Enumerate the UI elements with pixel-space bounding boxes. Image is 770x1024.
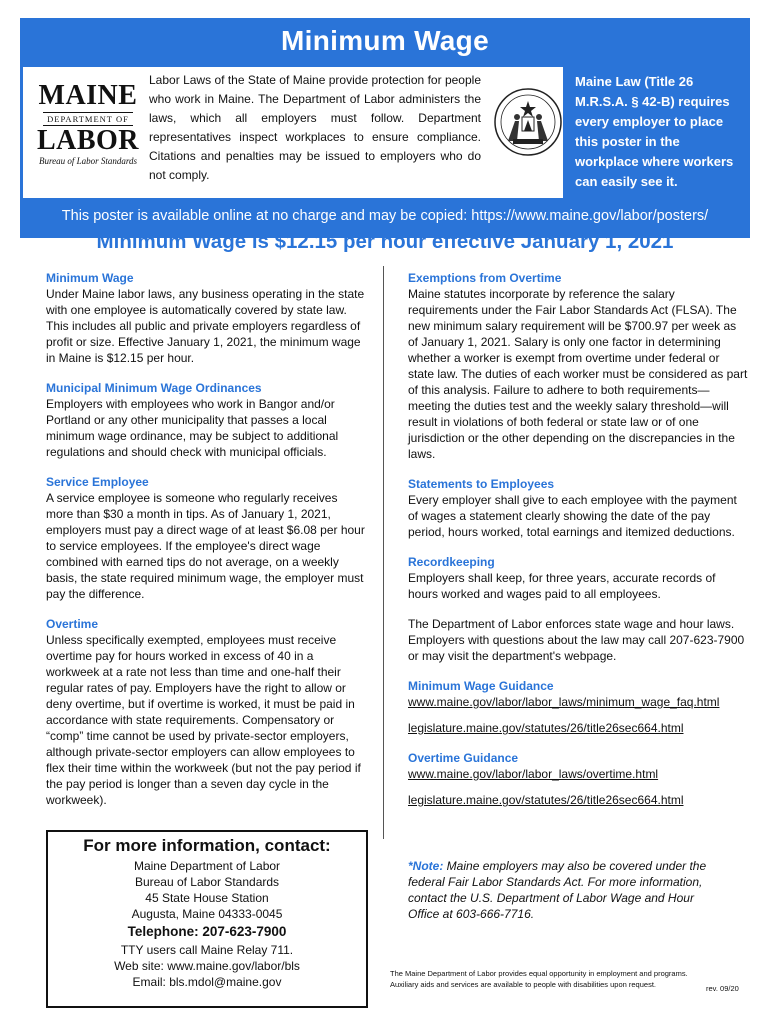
section-service-employee xyxy=(46,474,368,602)
section-text: A service employee is someone who regularly receives more than $30 a month in tips. As of January 1, 2021, employers must pay a direct wage of at least $6.08 per hour to service employees. If the employee's direct wage combined with earned tips do not average, on a weekly basis, the state required minimum wage, the employer must pay the difference. xyxy=(46,491,365,601)
section-text: Under Maine labor laws, any business operating in the state with one employee is automatically covered by state law. This includes all public and private employers regardless of profit or size. Effective January 1, 2021, the minimum wage in Maine is $12.15 per hour. xyxy=(46,287,365,365)
page-title: Minimum Wage xyxy=(281,25,489,56)
contact-line: 45 State House Station xyxy=(145,891,269,905)
logo-line-1: MAINE xyxy=(38,80,138,111)
section-heading: Municipal Minimum Wage Ordinances xyxy=(46,381,262,395)
overtime-guidance-heading: Overtime Guidance xyxy=(408,751,519,765)
section-recordkeeping xyxy=(408,554,748,602)
section-text: Maine statutes incorporate by reference the salary requirements under the Fair Labor Standards Act (FLSA). The new minimum salary requirement will be $700.97 per week as of January 1, 2021. Salary is only one factor in determining whether a worker is exempt from overtime under federal or state law. The duties of each worker must be considered as part of this analysis. Failure to adhere to both requirements—meeting the duties test and the weekly salary threshold—will result in violations of both federal or state law or of one jurisdiction or the other depending on the discrepancies in the laws. xyxy=(408,287,748,461)
section-text: Every employer shall give to each employee with the payment of wages a statement clearly showing the date of the pay period, hours worked, total earnings and itemized deductions. xyxy=(408,493,737,539)
section-heading: Service Employee xyxy=(46,475,149,489)
minimum-wage-headline: Minimum Wage is $12.15 per hour effective January 1, 2021 xyxy=(96,230,674,253)
state-seal-icon xyxy=(493,87,563,157)
intro-text: Labor Laws of the State of Maine provide protection for people who work in Maine. The Department of Labor administers the laws, which all employers must follow. Department representatives inspect workplaces to ensure compliance. Citations and penalties may be issued to employers who do not comply. xyxy=(149,73,481,182)
eo-line-2: Auxiliary aids and services are available to people with disabilities upon request. xyxy=(390,980,656,989)
logo-line-2: DEPARTMENT OF xyxy=(43,112,133,126)
logo-line-4: Bureau of Labor Standards xyxy=(38,156,138,166)
section-heading: Exemptions from Overtime xyxy=(408,271,562,285)
overtime-link[interactable]: www.maine.gov/labor/labor_laws/overtime.html xyxy=(408,767,659,781)
contact-website[interactable]: Web site: www.maine.gov/labor/bls xyxy=(114,959,300,973)
contact-line: TTY users call Maine Relay 711. xyxy=(120,943,294,957)
eo-line-1: The Maine Department of Labor provides equal opportunity in employment and programs. xyxy=(390,969,688,978)
overtime-statute-link[interactable]: legislature.maine.gov/statutes/26/title26sec664.html xyxy=(408,793,684,807)
header-box xyxy=(20,18,750,238)
revision-date: rev. 09/20 xyxy=(706,984,739,993)
contact-box xyxy=(46,830,368,1008)
min-wage-faq-link[interactable]: www.maine.gov/labor/labor_laws/minimum_wage_faq.html xyxy=(408,695,720,709)
section-heading: Recordkeeping xyxy=(408,555,495,569)
column-divider xyxy=(383,266,384,839)
contact-email[interactable]: Email: bls.mdol@maine.gov xyxy=(132,975,282,989)
section-heading: Statements to Employees xyxy=(408,477,555,491)
note-label: *Note: xyxy=(408,859,444,873)
section-heading: Overtime xyxy=(46,617,99,631)
right-column xyxy=(408,270,748,818)
online-availability-bar: This poster is available online at no charge and may be copied: https://www.maine.gov/labor/posters/ xyxy=(23,198,747,235)
section-heading: Minimum Wage xyxy=(46,271,134,285)
maine-law-box: Maine Law (Title 26 M.R.S.A. § 42-B) requires every employer to place this poster in the workplace where workers can easily see it. xyxy=(563,64,747,198)
equal-opportunity-statement xyxy=(390,968,740,990)
note-text: Maine employers may also be covered under the federal Fair Labor Standards Act. For more information, contact the U.S. Department of Labor Wage and Hour Office at 603-666-7716. xyxy=(408,859,707,921)
contact-line: Bureau of Labor Standards xyxy=(134,875,280,889)
contact-line: Maine Department of Labor xyxy=(133,859,281,873)
title-bar xyxy=(23,21,747,67)
section-text: Unless specifically exempted, employees must receive overtime pay for hours worked in excess of 40 in a workweek at a rate not less than time and one-half their regular rates of pay. Employers have the right to allow or deny overtime, but if overtime is worked, it must be paid in accordance with state requirements. Compensatory or “comp” time cannot be used by private-sector employers, although private-sector employers can allow employees to flex their time within the workweek (but not the pay period if the pay period is longer than a seven day cycle in the workweek). xyxy=(46,633,361,807)
enforcement-text: The Department of Labor enforces state wage and hour laws. Employers with questions about the law may call 207-623-7900 or may visit the department's webpage. xyxy=(408,617,745,663)
section-municipal-ordinances xyxy=(46,380,368,460)
contact-telephone: Telephone: 207-623-7900 xyxy=(127,924,287,939)
logo-line-3: LABOR xyxy=(36,125,140,156)
contact-line: Augusta, Maine 04333-0045 xyxy=(131,907,283,921)
contact-heading: For more information, contact: xyxy=(83,836,331,855)
left-column xyxy=(46,270,368,822)
min-wage-statute-link[interactable]: legislature.maine.gov/statutes/26/title26sec664.html xyxy=(408,721,684,735)
section-overtime xyxy=(46,616,368,808)
section-text: Employers shall keep, for three years, accurate records of hours worked and wages paid to all employees. xyxy=(408,571,716,601)
section-exemptions xyxy=(408,270,748,462)
section-minimum-wage xyxy=(46,270,368,366)
section-statements xyxy=(408,476,748,540)
maine-labor-logo xyxy=(33,80,143,166)
flsa-note xyxy=(408,858,728,922)
section-text: Employers with employees who work in Bangor and/or Portland or any other municipality that passes a local minimum wage ordinance, may be subject to additional regulations and should check with municipal officials. xyxy=(46,397,339,459)
minimum-wage-guidance-heading: Minimum Wage Guidance xyxy=(408,679,554,693)
poster xyxy=(20,18,750,1008)
